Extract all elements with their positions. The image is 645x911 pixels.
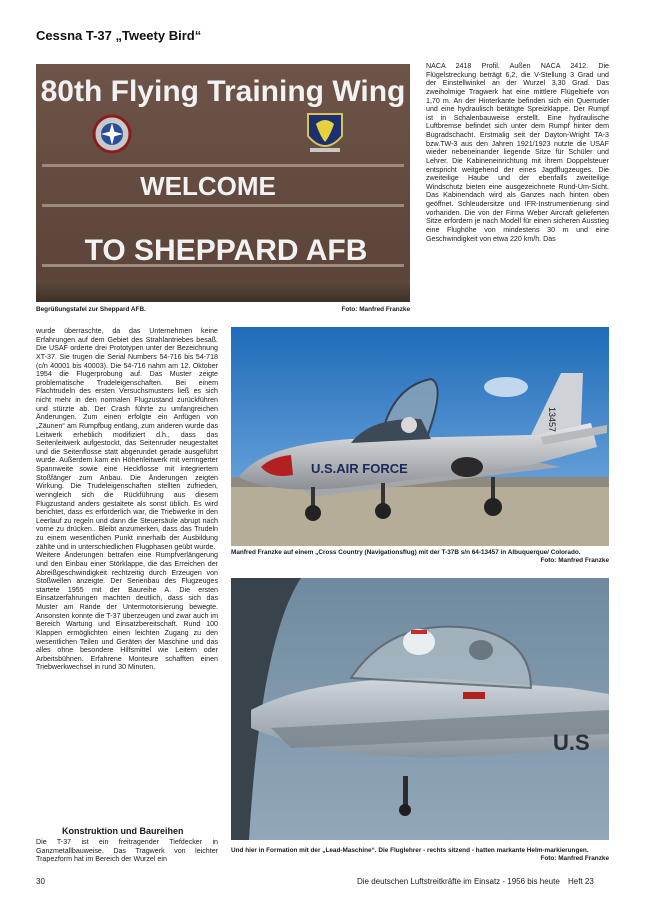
article-title: Cessna T-37 „Tweety Bird“ <box>36 28 202 43</box>
left-column-end <box>36 838 218 864</box>
paragraph: wurde überraschte, da das Unternehmen keine Erfahrungen auf dem Gebiet des Strahlantriebes besaß. Die USAF orderte drei Prototypen unter der Bezeichnung XT-37. Sie trugen die Serial Numbers 54-716 bis 54-718 (c/n 40001 bis 40003). Die 54-716 nahm am 12. Oktober 1954 die Flugerprobung auf. Das Muster zeigte problematische Trudeleigenschaften. Bei einem Flachtrudeln des ersten Versuchsmusters ließ es sich nicht mehr in den normalen Flugzustand zurückführen und stürzte ab. Der Crash führte zu umfangreichen Änderungen. Zum einen erfolgte ein Anfügen von „Zäunen“ am Rumpfbug entlang, zum anderen wurde das Leitwerk erheblich modifiziert d.h., dass das Seitenleitwerk aufgestockt, das Seitenruder neugestaltet und die Seitenflosse statt abgerundet gerade ausgeführt wurde. Außerdem kam ein Höhenleitwerk mit verringerter Spannweite sowie eine Heckflosse mit integriertem Stoßfänger zum Anbau. Die Änderungen zeigten Wirkung. Die Trudeleigenschaften stellten zufrieden, wenngleich sich die Rückführung aus diesem Flugzustand anders gestaltete als sonst üblich. Es wird berichtet, dass es erforderlich war, die Triebwerke in den Leerlauf zu regeln und dann die Steuersäule abrupt nach vorne zu drücken.. Bleibt anzumerken, dass das Trudeln zu einem wesentlichen Punkt innerhalb der Ausbildung zählte und in unterschiedlichen Flugphasen geübt wurde. <box>36 327 218 551</box>
jet-ground-caption-block <box>231 549 609 565</box>
sign-line-1: 80th Flying Training Wing <box>40 75 406 108</box>
fuselage-marking: U.S.AIR FORCE <box>311 461 408 476</box>
publication-title: Die deutschen Luftstreitkräfte im Einsatz - 1956 bis heute <box>357 877 560 886</box>
sign-line-2: WELCOME <box>140 171 276 201</box>
paragraph: Die T-37 ist ein freitragender Tiefdecker in Ganzmetallbauweise. Das Tragwerk von leichter Trapezform hat im Bereich der Wurzel ein <box>36 838 218 864</box>
issue-label: Heft 23 <box>568 877 594 886</box>
jet-ground-photo <box>231 327 609 546</box>
formation-caption: Und hier in Formation mit der „Lead-Maschine“. Die Fluglehrer - rechts sitzend - hatten markante Helm-markierungen. <box>231 847 589 854</box>
page-number: 30 <box>36 877 45 886</box>
sign-photo <box>36 64 410 302</box>
left-column <box>36 327 218 672</box>
paragraph: Weitere Änderungen betrafen eine Rumpfverlängerung und den Einbau einer Störklappe, die das Erreichen der Abreißgeschwindigkeit rechtzeitig durch Erzeugen von Stoßwellen anzeigte. Der Serienbau des Flugzeuges startete 1955 mit der Baureihe A. Die ersten Einsatzerfahrungen machten deutlich, dass sich das Muster am Rande der Untermotorisierung bewegte. Ansonsten konnte die T-37 überzeugen und zwar auch im Bereich Wartung und Einsatzbereitschaft. Rund 100 Klappen ermöglichten einen leichten Zugang zu den wesentlichen Teilen und Geräten der Maschine und das alles ohne besondere Hilfsmittel wie Leitern oder Arbeitsbühnen. Erfahrene Monteure schafften einen Triebwerkwechsel in rund 30 Minuten. <box>36 551 218 672</box>
jet-ground-photo-credit: Foto: Manfred Franzke <box>540 557 609 564</box>
sign-caption: Begrüßungstafel zur Sheppard AFB. <box>36 306 146 313</box>
paragraph: NACA 2418 Profil. Außen NACA 2412. Die Flügelstreckung beträgt 6,2, die V-Stellung 3 Grad und der Einstellwinkel an der Wurzel 3,30 Grad. Das zweiholmige Tragwerk hat eine mittlere Flügeltiefe von 1,70 m. An der Hinterkante befinden sich ein Querruder und eine hydraulisch betätigte Spreizklappe. Der Rumpf ist in Schalenbauweise erstellt. Eine hydraulische Luftbremse befindet sich unter dem Rumpf hinter dem Bugradschacht. Erstmalig seit der Dayton-Wright TA-3 bzw.TW-3 aus den Jahren 1921/1923 nutzte die USAF wieder nebeneinander liegende Sitze für Schüler und Lehrer. Die Kabineneinrichtung mit ihrem Doppelsteuer entspricht weitgehend der eines Jagdflugzeuges. Die zweiteilige Haube und der ebenfalls zweiteilige Windschutz bieten eine ausgezeichnete Rund-Um-Sicht. Das Kabinendach wird als Ganzes nach hinten oben geöffnet. Schleudersitze und IFR-Instrumentierung sind vorhanden. Die von der Firma Weber Aircraft gelieferten Sitze erfordern je nach Modell für einen sicheren Ausstieg eine Flughöhe von mindestens 30 m und eine Geschwindigkeit von etwa 220 km/h. Das <box>426 62 609 243</box>
sign-line-3: TO SHEPPARD AFB <box>84 234 368 267</box>
fuselage-marking: U.S <box>553 730 590 755</box>
tail-number: 13457 <box>547 407 557 433</box>
formation-photo-credit: Foto: Manfred Franzke <box>540 855 609 862</box>
footer-publication <box>357 877 594 886</box>
top-right-column <box>426 62 609 243</box>
sign-caption-block <box>36 306 410 314</box>
nato-emblem <box>94 116 130 152</box>
formation-photo <box>231 578 609 840</box>
jet-ground-caption: Manfred Franzke auf einem „Cross Country (Navigationsflug) mit der T-37B s/n 64-13457 in Albuquerque/ Colorado. <box>231 549 581 556</box>
sign-photo-credit: Foto: Manfred Franzke <box>341 306 410 313</box>
section-subheading: Konstruktion und Baureihen <box>62 826 184 836</box>
formation-caption-block <box>231 847 609 863</box>
